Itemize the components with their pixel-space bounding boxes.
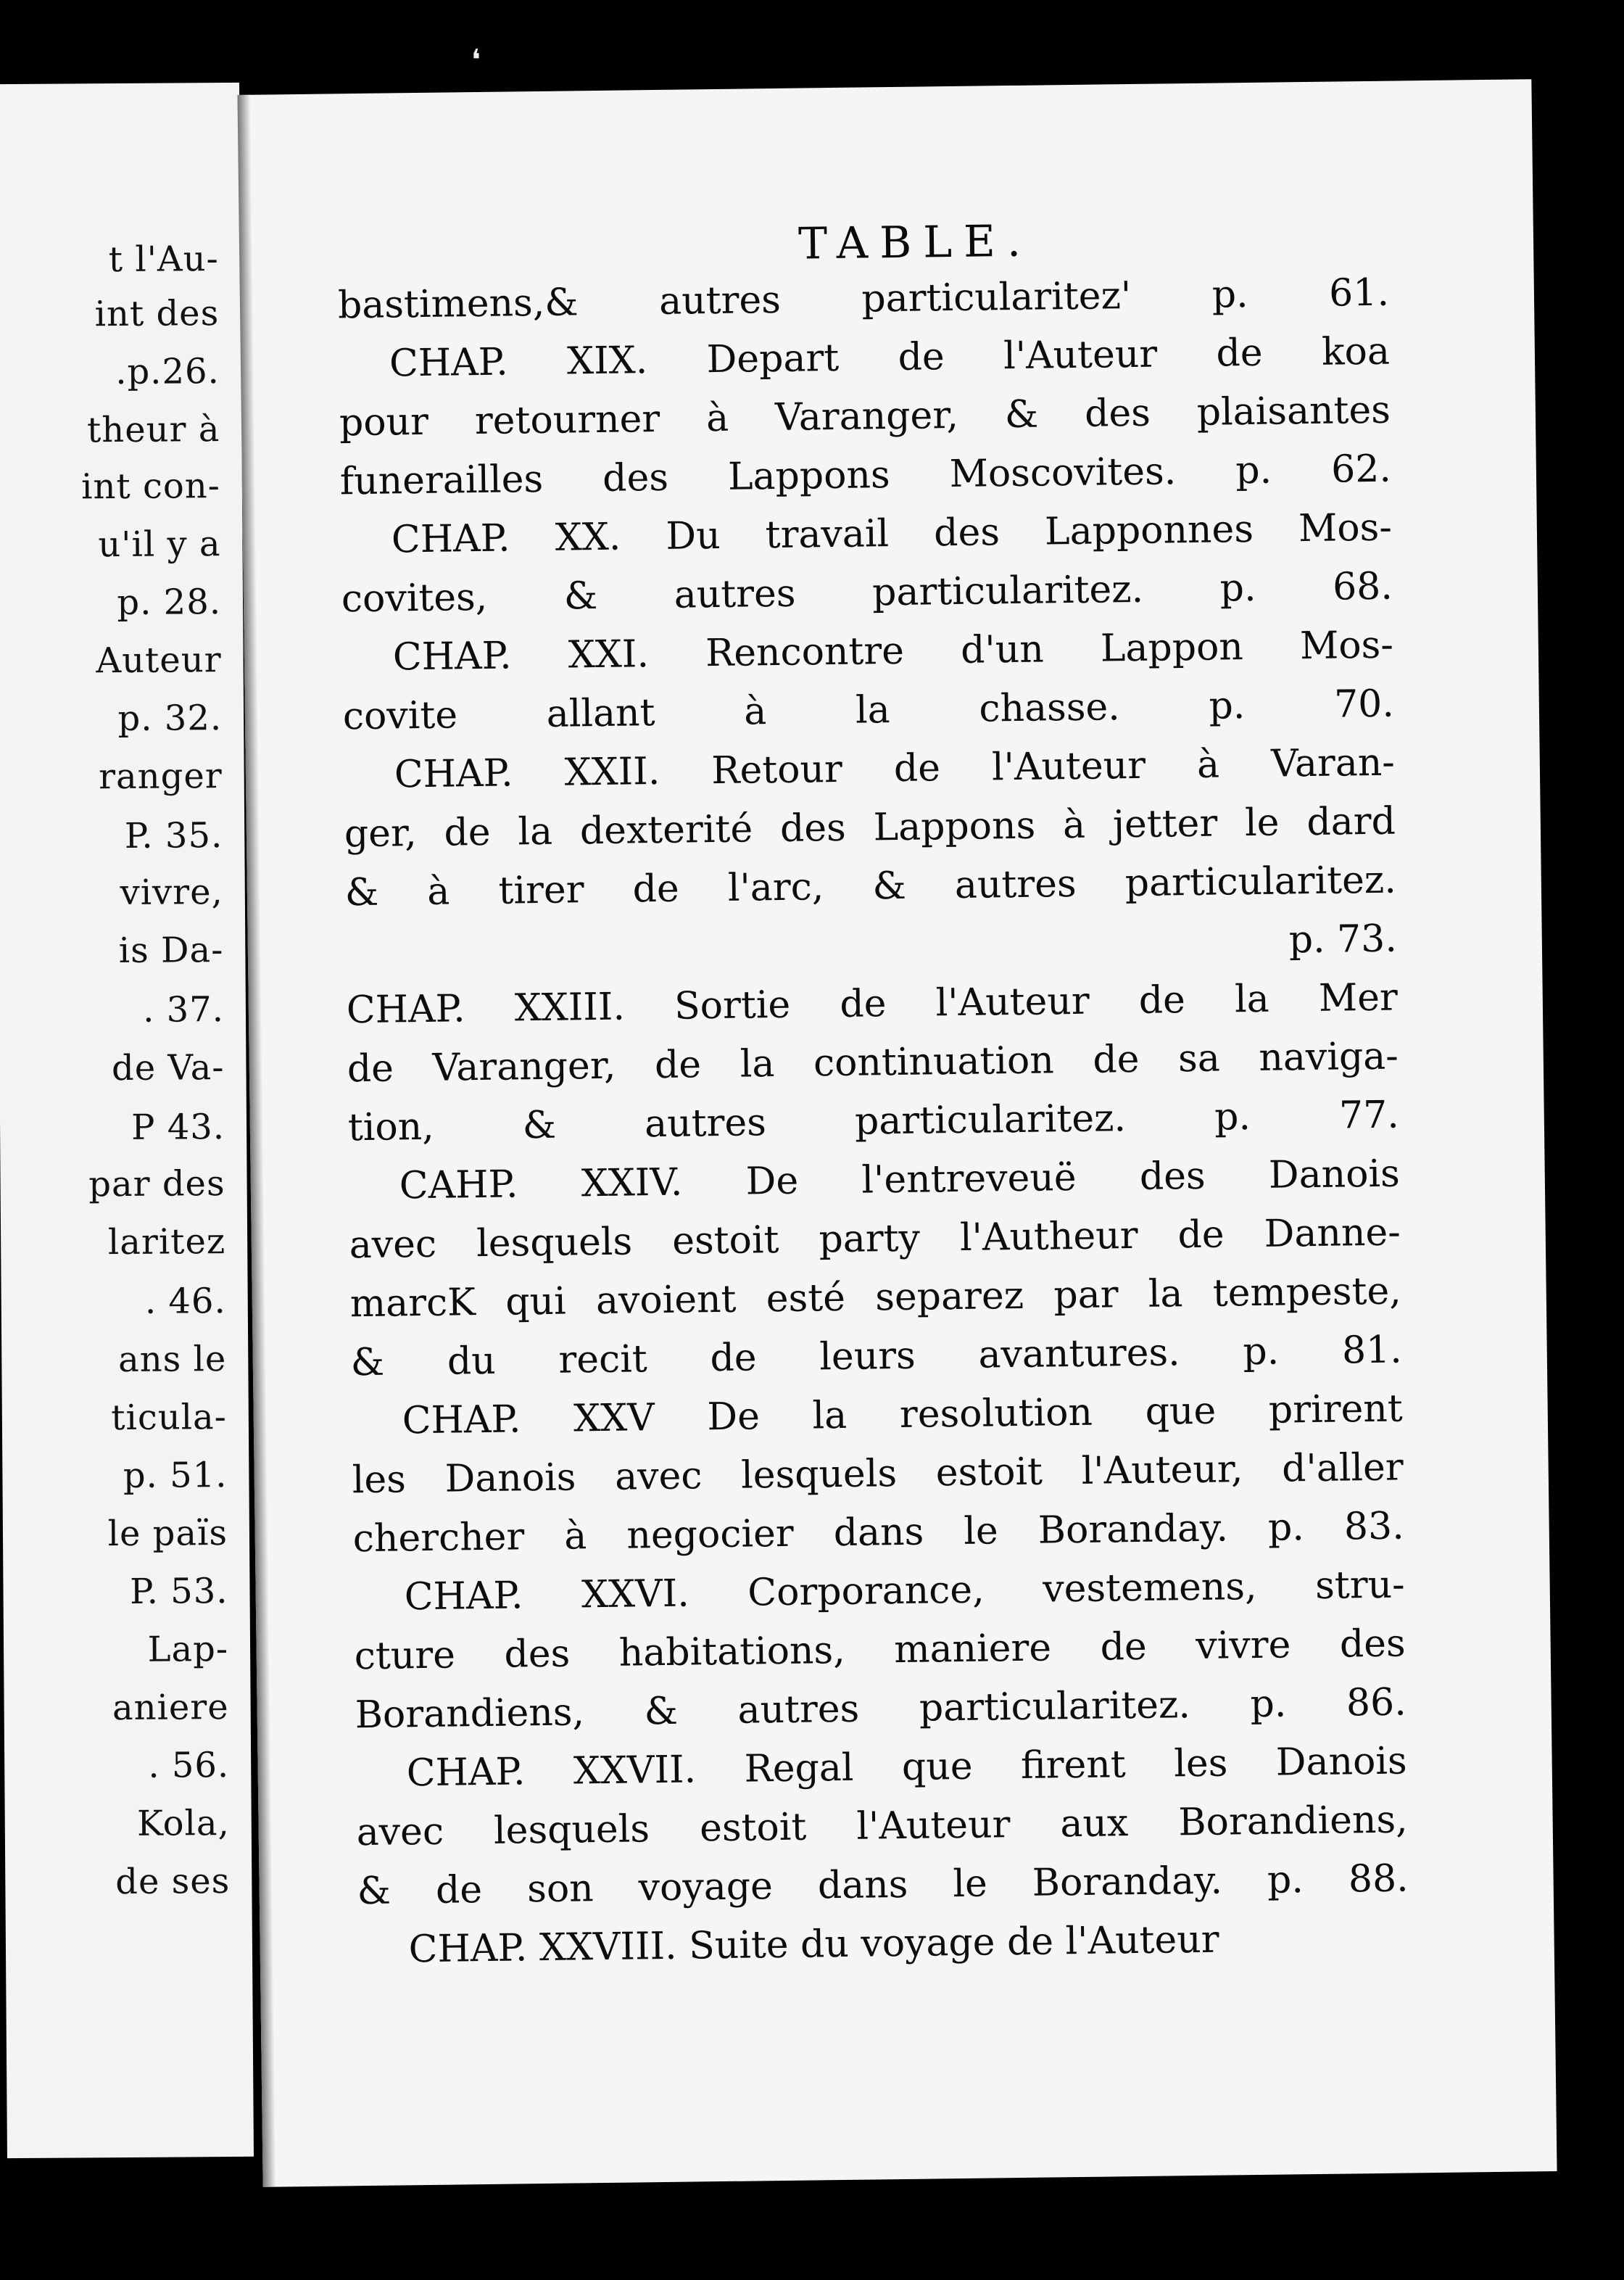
toc-line: & de son voyage dans le Boranday. p. 88. [357,1856,1409,1914]
toc-line: cture des habitations, maniere de vivre des [354,1622,1406,1679]
facing-page-line: de Va- [111,1047,225,1089]
toc-chapter-line: CHAP. XXII. Retour de l'Auteur à Varan- [394,740,1396,797]
facing-page-line: ticula- [111,1397,228,1439]
facing-page-line: de ses [115,1860,231,1903]
toc-chapter-line: CHAP. XXI. Rencontre d'un Lappon Mos- [392,623,1394,680]
facing-page-line: le païs [107,1513,228,1555]
toc-chapter-line: CHAP. XXIII. Sortie de l'Auteur de la Mer [346,975,1399,1033]
table-of-contents [338,264,1410,1980]
toc-line: tion, & autres particularitez. p. 77. [347,1093,1400,1150]
facing-page-line: p. 32. [117,698,223,740]
toc-chapter-line: CHAP. XX. Du travail des Lapponnes Mos- [391,505,1393,562]
toc-page-ref: p. 73. [1288,917,1398,962]
facing-page-line: par des [88,1163,225,1205]
toc-line: marcK qui avoient esté separez par la tempeste, [349,1269,1402,1326]
facing-page-line: is Da- [118,930,224,972]
toc-line: avec lesquels estoit l'Auteur aux Borandiens, [356,1798,1408,1855]
toc-chapter-line: CHAP. XIX. Depart de l'Auteur de koa [389,329,1391,386]
toc-line: les Danois avec lesquels estoit l'Auteur, d'aller [352,1445,1404,1503]
facing-page-fragment [0,83,254,2158]
facing-page-line: theur à [86,409,220,451]
facing-page-line: int des [94,293,220,335]
facing-page-line: int con- [80,466,221,508]
page-heading: TABLE. [798,215,1033,270]
toc-line: funerailles des Lappons Moscovites. p. 62. [339,447,1392,504]
toc-line: pour retourner à Varanger, & des plaisantes [339,388,1391,445]
facing-page-line: ans le [117,1339,227,1381]
toc-line: chercher à negocier dans le Boranday. p. 83. [352,1504,1405,1561]
facing-page-line: . 56. [148,1745,230,1786]
toc-chapter-line: CHAP. XXV De la resolution que prirent [402,1387,1404,1443]
facing-page-line: p. 51. [123,1455,228,1497]
table-page [237,79,1557,2187]
facing-page-line: P. 53. [129,1571,228,1612]
facing-page-line: ranger [98,756,223,798]
toc-line: covites, & autres particularitez. p. 68. [341,564,1393,621]
facing-page-line: Lap- [147,1629,229,1670]
toc-line: & à tirer de l'arc, & autres particularitez. [344,858,1397,915]
toc-chapter-line: CHAP. XXVIII. Suite du voyage de l'Auteur [408,1917,1219,1972]
ink-speck: ❛ [471,44,481,77]
facing-page-line: Auteur [96,640,222,682]
facing-page-line: vivre, [120,872,223,914]
facing-page-line: . 46. [144,1281,226,1322]
toc-line: bastimens,& autres particularitez' p. 61. [337,270,1390,328]
facing-page-line: Kola, [136,1802,230,1844]
toc-line: de Varanger, de la continuation de sa naviga- [347,1034,1399,1091]
facing-page-line: P 43. [130,1107,225,1148]
facing-page-line: P. 35. [124,815,223,856]
facing-page-line: aniere [112,1687,229,1729]
facing-page-line: u'il y a [98,524,221,566]
toc-line: ger, de la dexterité des Lappons à jetter le dard [344,799,1396,856]
facing-page-line: laritez [107,1221,226,1263]
toc-line: avec lesquels estoit party l'Autheur de Danne- [349,1210,1401,1268]
facing-page-line: t l'Au- [108,239,219,281]
facing-page-line: p. 28. [117,582,222,624]
toc-chapter-line: CHAP. XXVII. Regal que firent les Danois [406,1739,1407,1796]
facing-page-line: . 37. [142,989,225,1030]
toc-line: Borandiens, & autres particularitez. p. 86. [355,1680,1407,1738]
facing-page-line: .p.26. [115,351,220,393]
toc-chapter-line: CAHP. XXIV. De l'entreveuë des Danois [399,1152,1401,1208]
toc-line: & du recit de leurs avantures. p. 81. [350,1328,1403,1385]
toc-chapter-line: CHAP. XXVI. Corporance, vestemens, stru- [404,1563,1406,1619]
toc-line: covite allant à la chasse. p. 70. [342,682,1395,739]
